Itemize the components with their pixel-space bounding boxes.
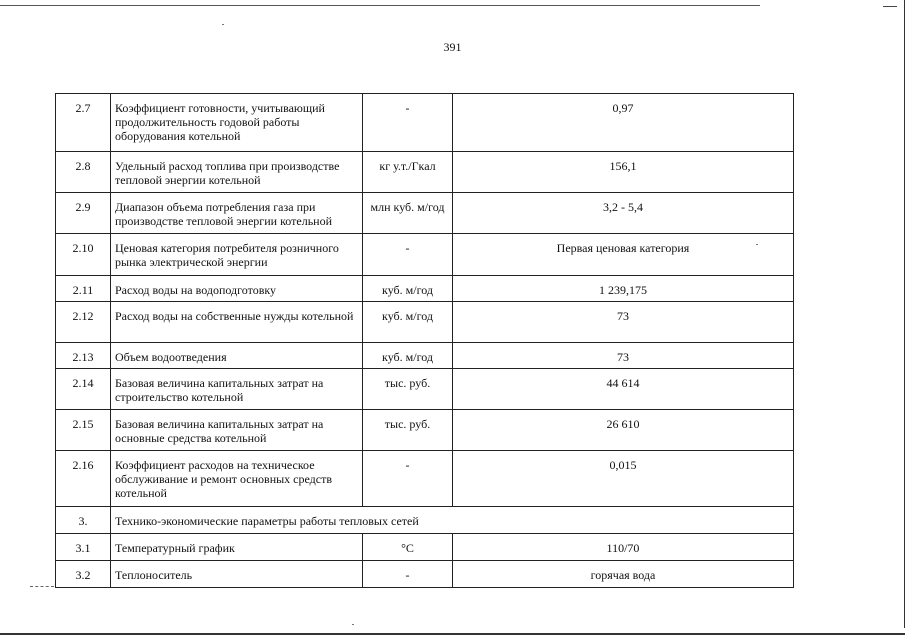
parameter-name: Объем водоотведения (111, 343, 363, 369)
parameter-name: Коэффициент расходов на техническое обслуживание и ремонт основных средств котельной (111, 451, 363, 507)
parameters-table (55, 93, 794, 588)
table-row (56, 369, 794, 410)
parameter-value: 26 610 (453, 410, 794, 451)
parameter-name: Базовая величина капитальных затрат на основные средства котельной (111, 410, 363, 451)
parameter-unit: куб. м/год (363, 343, 453, 369)
parameter-unit: - (363, 451, 453, 507)
scan-border-top (0, 5, 760, 6)
row-number: 2.11 (56, 276, 111, 302)
parameter-value: 44 614 (453, 369, 794, 410)
section-row (56, 507, 794, 534)
table-row (56, 302, 794, 343)
row-number: 2.8 (56, 152, 111, 193)
row-number: 2.15 (56, 410, 111, 451)
parameter-value: 156,1 (453, 152, 794, 193)
parameter-value: 3,2 - 5,4 (453, 193, 794, 234)
table-row (56, 534, 794, 561)
row-number: 2.9 (56, 193, 111, 234)
parameter-name: Базовая величина капитальных затрат на строительство котельной (111, 369, 363, 410)
parameter-value: 73 (453, 302, 794, 343)
parameter-name: Температурный график (111, 534, 363, 561)
parameter-name: Ценовая категория потребителя розничного рынка электрической энергии (111, 234, 363, 276)
parameter-value: 0,015 (453, 451, 794, 507)
parameter-unit: куб. м/год (363, 302, 453, 343)
scan-border-bottom (0, 633, 905, 635)
parameter-unit: тыс. руб. (363, 410, 453, 451)
row-number: 2.13 (56, 343, 111, 369)
scan-mark (30, 586, 54, 588)
parameter-value: Первая ценовая категория (453, 234, 794, 276)
scan-speck (222, 24, 224, 25)
parameter-unit: тыс. руб. (363, 369, 453, 410)
parameter-unit: куб. м/год (363, 276, 453, 302)
section-title: Технико-экономические параметры работы тепловых сетей (111, 507, 794, 534)
page-number: 391 (443, 40, 462, 54)
table-row (56, 561, 794, 588)
table-row (56, 193, 794, 234)
table-row (56, 234, 794, 276)
parameter-value: горячая вода (453, 561, 794, 588)
parameter-name: Расход воды на водоподготовку (111, 276, 363, 302)
table-row (56, 276, 794, 302)
table-row (56, 451, 794, 507)
parameter-name: Диапазон объема потребления газа при производстве тепловой энергии котельной (111, 193, 363, 234)
scan-mark (883, 6, 897, 7)
row-number: 3.2 (56, 561, 111, 588)
parameter-unit: кг у.т./Гкал (363, 152, 453, 193)
table-row (56, 343, 794, 369)
row-number: 2.10 (56, 234, 111, 276)
parameter-name: Расход воды на собственные нужды котельной (111, 302, 363, 343)
row-number: 2.12 (56, 302, 111, 343)
parameter-name: Коэффициент готовности, учитывающий продолжительность годовой работы оборудования котельной (111, 94, 363, 152)
row-number: 2.16 (56, 451, 111, 507)
parameter-value: 0,97 (453, 94, 794, 152)
scan-speck (352, 624, 354, 625)
parameter-name: Теплоноситель (111, 561, 363, 588)
row-number: 2.14 (56, 369, 111, 410)
parameter-unit: °С (363, 534, 453, 561)
parameter-unit: - (363, 94, 453, 152)
section-number: 3. (56, 507, 111, 534)
table-row (56, 94, 794, 152)
row-number: 3.1 (56, 534, 111, 561)
parameter-value: 73 (453, 343, 794, 369)
parameter-unit: - (363, 234, 453, 276)
parameter-value: 1 239,175 (453, 276, 794, 302)
parameter-unit: млн куб. м/год (363, 193, 453, 234)
table-row (56, 152, 794, 193)
parameter-name: Удельный расход топлива при производстве тепловой энергии котельной (111, 152, 363, 193)
row-number: 2.7 (56, 94, 111, 152)
parameter-value: 110/70 (453, 534, 794, 561)
table-row (56, 410, 794, 451)
parameter-unit: - (363, 561, 453, 588)
